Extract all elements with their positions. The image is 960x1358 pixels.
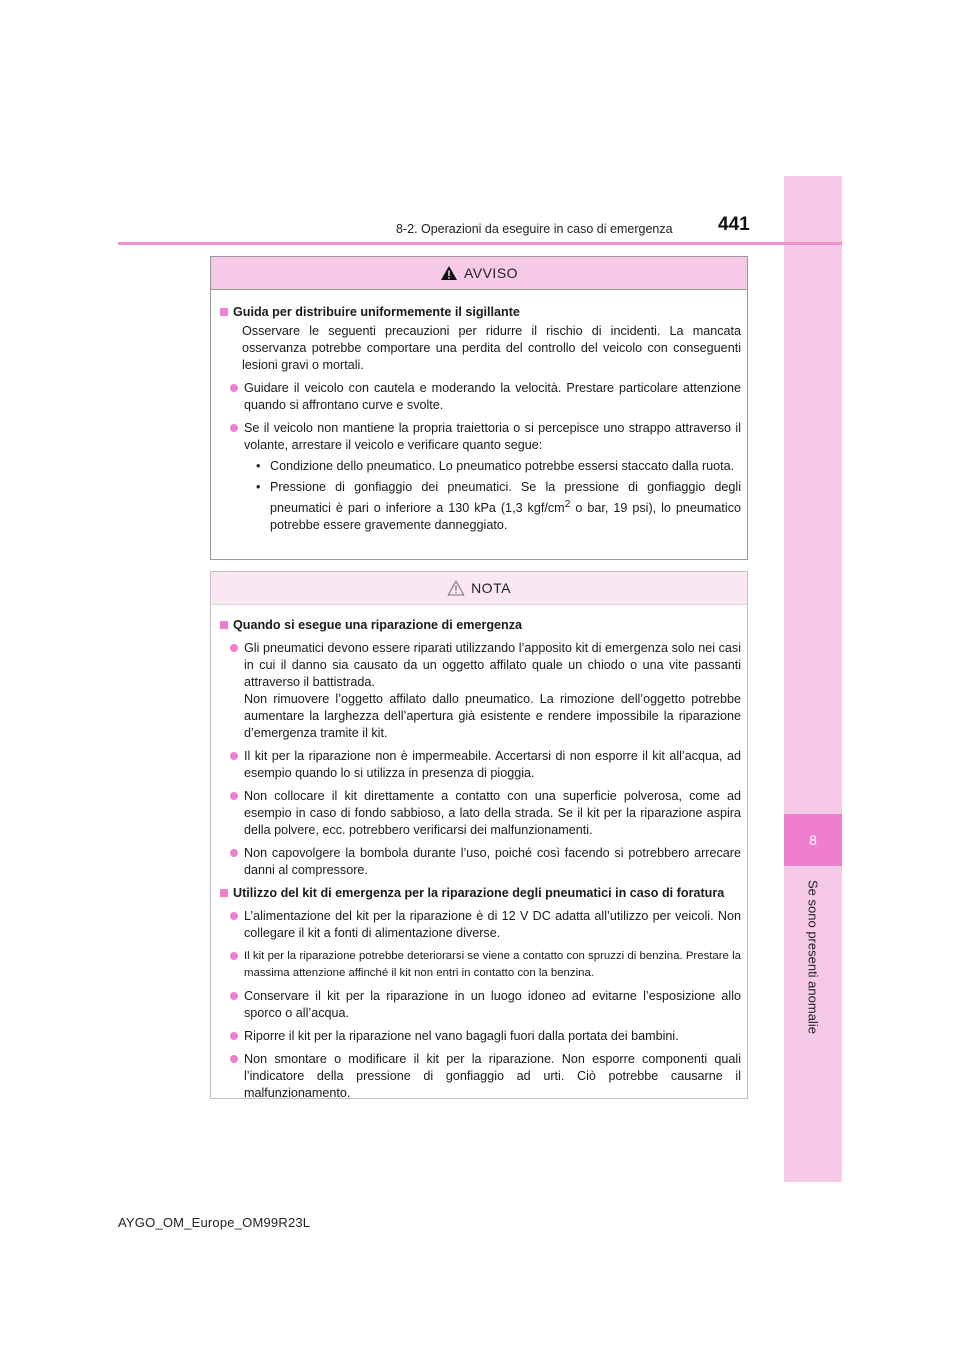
warning-icon xyxy=(440,265,458,281)
warning-box-header xyxy=(211,257,747,290)
bullet-text: Il kit per la riparazione non è impermeabile. Accertarsi di non esporre il kit all’acqua, ad esempio quando lo si utilizza in presenza di pioggia. xyxy=(244,749,741,780)
bullet-text: L’alimentazione del kit per la riparazione è di 12 V DC adatta all’utilizzo per veicoli. Non collegare il kit a fonti di alimentazione diverse. xyxy=(244,909,741,940)
sub-bullet-text xyxy=(270,479,741,534)
warning-heading-row xyxy=(220,304,741,321)
bullet-dot-icon xyxy=(230,644,238,652)
list-item xyxy=(220,748,741,782)
bullet-extra-text: Non rimuovere l’oggetto affilato dallo pneumatico. La rimozione dell’oggetto potrebbe aumentare la larghezza dell’apertura già esistente e rendere impossibile la riparazione d’emergenza tramite il kit. xyxy=(244,692,741,740)
warning-intro: Osservare le seguenti precauzioni per ridurre il rischio di incidenti. La mancata osservanza potrebbe comportare una perdita del controllo del veicolo con conseguenti lesioni gravi o mortali. xyxy=(242,324,741,372)
sub-bullet-mark: • xyxy=(256,480,261,494)
warning-heading: Guida per distribuire uniformemente il sigillante xyxy=(233,305,520,319)
note-heading: Quando si esegue una riparazione di emergenza xyxy=(233,618,523,632)
bullet-text xyxy=(244,640,741,742)
note-heading-row xyxy=(220,885,741,902)
sub-bullet-text: Condizione dello pneumatico. Lo pneumatico potrebbe essersi staccato dalla ruota. xyxy=(270,459,735,473)
bullet-dot-icon xyxy=(230,792,238,800)
pressure-text-before: Pressione di gonfiaggio dei pneumatici. Se la pressione di gonfiaggio degli pneumatici è pari o inferiore a 130 kPa (1,3 kgf/cm xyxy=(270,480,741,516)
bullet-text: Conservare il kit per la riparazione in un luogo idoneo ad evitarne l’esposizione allo sporco o all’acqua. xyxy=(244,989,741,1020)
bullet-text: Non collocare il kit direttamente a contatto con una superficie polverosa, come ad esempio in caso di fondo sabbioso, a lato della strada. Se il kit per la riparazione aspira della polvere, ecc. potrebbero verificarsi dei malfunzionamenti. xyxy=(244,789,741,837)
note-body xyxy=(211,605,747,1102)
chapter-label-container xyxy=(800,880,826,1170)
page-number: 441 xyxy=(718,214,750,235)
bullet-dot-icon xyxy=(230,384,238,392)
bullet-dot-icon xyxy=(230,1032,238,1040)
chapter-number: 8 xyxy=(784,814,842,866)
section-title: 8-2. Operazioni da eseguire in caso di emergenza xyxy=(396,222,673,236)
note-box xyxy=(210,571,748,1099)
sub-bullet-mark: • xyxy=(256,459,261,473)
bullet-dot-icon xyxy=(230,424,238,432)
bullet-main-text: Gli pneumatici devono essere riparati utilizzando l’apposito kit di emergenza solo nei casi in cui il danno sia causato da un oggetto affilato quale un chiodo o una vite passanti attraverso il battistrada. xyxy=(244,641,741,689)
header-rule xyxy=(118,242,842,245)
list-item xyxy=(220,1051,741,1102)
note-box-header xyxy=(211,572,747,605)
square-bullet-icon xyxy=(220,621,228,629)
document-code: AYGO_OM_Europe_OM99R23L xyxy=(118,1215,311,1230)
note-title: NOTA xyxy=(471,580,511,596)
list-item xyxy=(220,908,741,942)
superscript-2: 2 xyxy=(564,498,571,510)
caution-outline-icon xyxy=(447,580,465,596)
bullet-text: Riporre il kit per la riparazione nel vano bagagli fuori dalla portata dei bambini. xyxy=(244,1029,679,1043)
bullet-text: Se il veicolo non mantiene la propria traiettoria o si percepisce uno strappo attraverso il volante, arrestare il veicolo e verificare quanto segue: xyxy=(244,421,741,452)
list-item xyxy=(220,988,741,1022)
note-heading-row xyxy=(220,617,741,634)
bullet-dot-icon xyxy=(230,1055,238,1063)
bullet-dot-icon xyxy=(230,992,238,1000)
square-bullet-icon xyxy=(220,308,228,316)
list-item xyxy=(220,948,741,982)
bullet-dot-icon xyxy=(230,912,238,920)
note-heading: Utilizzo del kit di emergenza per la riparazione degli pneumatici in caso di foratura xyxy=(233,886,725,900)
warning-title: AVVISO xyxy=(463,265,519,281)
bullet-text: Guidare il veicolo con cautela e moderando la velocità. Prestare particolare attenzione quando si affrontano curve e svolte. xyxy=(244,381,741,412)
bullet-dot-icon xyxy=(230,849,238,857)
bullet-text: Il kit per la riparazione potrebbe deteriorarsi se viene a contatto con spruzzi di benzina. Prestare la massima attenzione affinché il kit non entri in contatto con la benzina. xyxy=(244,950,741,979)
list-item xyxy=(220,1028,741,1045)
warning-box xyxy=(210,256,748,560)
sub-list-item xyxy=(220,479,741,534)
list-item xyxy=(220,420,741,454)
list-item xyxy=(220,380,741,414)
warning-body xyxy=(211,290,747,534)
list-item xyxy=(220,845,741,879)
bullet-dot-icon xyxy=(230,952,238,960)
bullet-text: Non capovolgere la bombola durante l’uso, poiché così facendo si potrebbero arrecare danni al compressore. xyxy=(244,846,741,877)
square-bullet-icon xyxy=(220,889,228,897)
sub-list-item xyxy=(220,458,741,475)
bullet-text: Non smontare o modificare il kit per la riparazione. Non esporre componenti quali l’indicatore della pressione di gonfiaggio ad urti. Ciò potrebbe causarne il malfunzionamento. xyxy=(244,1052,741,1100)
list-item xyxy=(220,640,741,742)
pressure-text-after: o bar, 19 psi), lo pneumatico potrebbe essere gravemente danneggiato. xyxy=(270,501,741,533)
list-item xyxy=(220,788,741,839)
bullet-dot-icon xyxy=(230,752,238,760)
chapter-label: Se sono presenti anomalie xyxy=(805,880,821,1034)
side-tab xyxy=(784,176,842,814)
